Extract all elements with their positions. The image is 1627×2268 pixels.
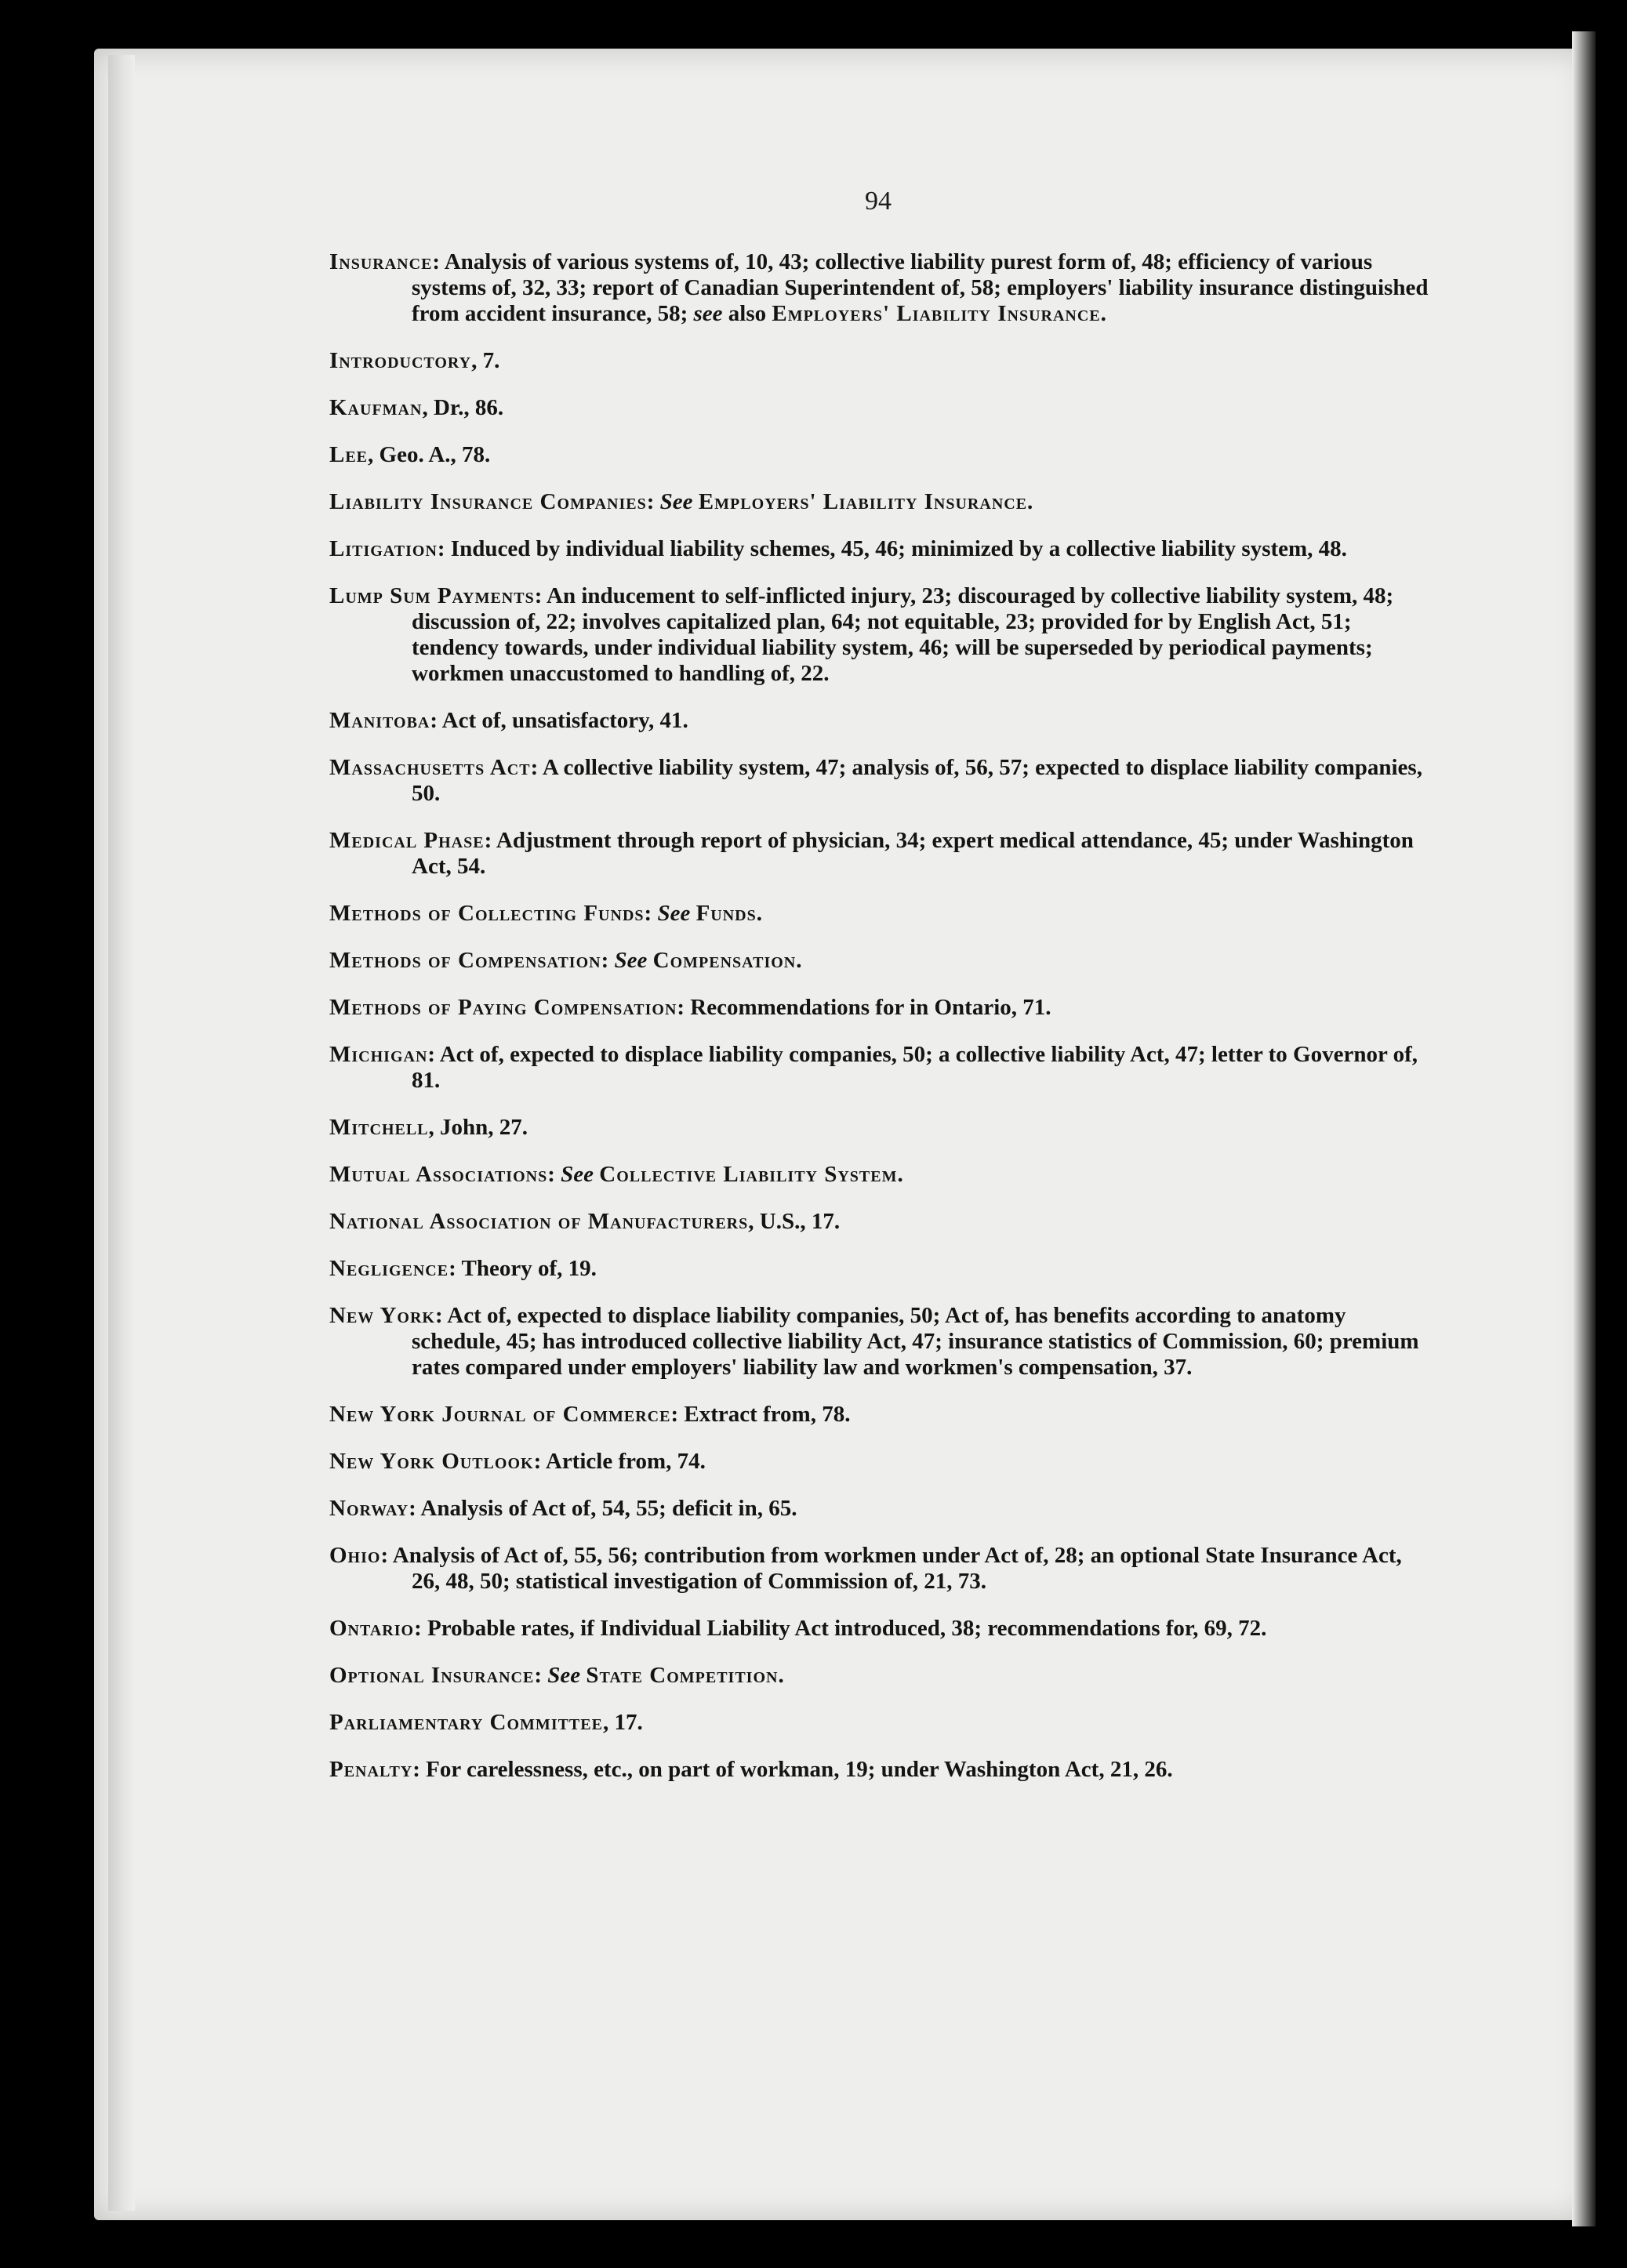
entry-text: : Induced by individual liability schemes, 45, 46; minimized by a collective liability system, 48. — [437, 536, 1347, 561]
index-entry — [329, 1663, 1435, 1689]
entry-text: : Article from, 74. — [533, 1449, 706, 1474]
entry-heading: Litigation — [329, 536, 438, 561]
entry-heading: National Association of Manufacturers — [329, 1209, 749, 1234]
entry-text: : Analysis of Act of, 54, 55; deficit in, 65. — [409, 1496, 797, 1521]
entry-xref-target: Employers' Liability Insurance. — [772, 301, 1107, 326]
index-entry — [329, 1543, 1435, 1595]
index-entry — [329, 1303, 1435, 1381]
entry-connector: also — [722, 301, 772, 326]
entry-text: , Dr., 86. — [422, 395, 504, 420]
entry-text: , 7. — [471, 348, 500, 373]
index-entry — [329, 1757, 1435, 1783]
entry-xref-target: Funds. — [695, 901, 763, 926]
page-number: 94 — [865, 187, 892, 216]
entry-connector — [690, 901, 695, 926]
index-entry — [329, 948, 1435, 974]
entry-text: : — [601, 948, 615, 973]
entry-text: , John, 27. — [428, 1115, 528, 1140]
entry-xref-target: State Competition. — [586, 1663, 785, 1688]
entry-heading: Lee — [329, 442, 369, 467]
index-entry — [329, 828, 1435, 880]
entry-text: : Analysis of Act of, 55, 56; contribution from workmen under Act of, 28; an optional State Insurance Act, 26, 48, 50; statistical investigation of Commission of, 21, 73. — [380, 1543, 1402, 1594]
entry-text: : Act of, expected to displace liability companies, 50; Act of, has benefits according to anatomy schedule, 45; has introduced collective liability Act, 47; insurance statistics of Commission, 60; premium rates compared under employers' liability law and workmen's compensation, 37. — [412, 1303, 1419, 1380]
entry-heading: Mitchell — [329, 1115, 429, 1140]
entry-text: : — [646, 489, 660, 514]
entry-heading: Negligence — [329, 1256, 449, 1281]
entry-xref: See — [614, 948, 648, 973]
entry-heading: Massachusetts Act — [329, 755, 531, 780]
entry-text: : Theory of, 19. — [449, 1256, 597, 1281]
entry-heading: Mutual Associations — [329, 1162, 548, 1187]
entry-text: : For carelessness, etc., on part of workman, 19; under Washington Act, 21, 26. — [412, 1757, 1173, 1782]
entry-heading: Manitoba — [329, 708, 430, 733]
index-entry — [329, 1616, 1435, 1642]
entry-heading: Lump Sum Payments — [329, 583, 535, 608]
entry-xref: See — [561, 1162, 594, 1187]
index-entry — [329, 1449, 1435, 1475]
index-entry — [329, 755, 1435, 807]
index-entry — [329, 708, 1435, 734]
entry-xref-target: Collective Liability System. — [599, 1162, 904, 1187]
entry-text: : Adjustment through report of physician, 34; expert medical attendance, 45; under Washington Act, 54. — [412, 828, 1414, 879]
index-entry — [329, 489, 1435, 515]
entry-heading: Liability Insurance Companies — [329, 489, 647, 514]
entry-text: : A collective liability system, 47; analysis of, 56, 57; expected to displace liability companies, 50. — [412, 755, 1422, 806]
index-entry — [329, 249, 1435, 327]
entry-text: : Act of, unsatisfactory, 41. — [430, 708, 688, 733]
entry-heading: New York Journal of Commerce — [329, 1402, 671, 1427]
entry-heading: New York Outlook — [329, 1449, 534, 1474]
index-entry — [329, 1496, 1435, 1522]
page-binding-edge — [108, 55, 135, 2211]
entry-heading: Methods of Compensation — [329, 948, 601, 973]
index-entry — [329, 1042, 1435, 1094]
entry-heading: Optional Insurance — [329, 1663, 535, 1688]
entry-xref-target: Employers' Liability Insurance. — [698, 489, 1034, 514]
page-right-edge — [1572, 31, 1596, 2226]
entry-text: , 17. — [602, 1710, 643, 1735]
entry-xref: See — [657, 901, 691, 926]
entry-heading: Penalty — [329, 1757, 413, 1782]
entry-heading: Kaufman — [329, 395, 423, 420]
index-entry — [329, 1209, 1435, 1235]
index-entry — [329, 1162, 1435, 1188]
entry-heading: Ontario — [329, 1616, 415, 1641]
index-entry — [329, 995, 1435, 1021]
entry-heading: Parliamentary Committee — [329, 1710, 603, 1735]
index-entry — [329, 901, 1435, 927]
entry-text: : Probable rates, if Individual Liability Act introduced, 38; recommendations for, 69, 72. — [414, 1616, 1267, 1641]
entry-text: : Recommendations for in Ontario, 71. — [677, 995, 1051, 1020]
entry-connector — [693, 489, 699, 514]
index-entry — [329, 348, 1435, 374]
entry-xref: see — [693, 301, 723, 326]
entry-heading: Introductory — [329, 348, 472, 373]
entry-text: : — [534, 1663, 548, 1688]
entry-heading: Norway — [329, 1496, 409, 1521]
index-entry — [329, 442, 1435, 468]
entry-heading: Michigan — [329, 1042, 428, 1067]
index-entry — [329, 1710, 1435, 1736]
entry-heading: Medical Phase — [329, 828, 485, 853]
entry-heading: Methods of Paying Compensation — [329, 995, 677, 1020]
entry-heading: New York — [329, 1303, 435, 1328]
entry-text: , Geo. A., 78. — [368, 442, 491, 467]
entry-xref: See — [659, 489, 693, 514]
entry-xref-target: Compensation. — [652, 948, 803, 973]
entry-text: : Extract from, 78. — [670, 1402, 851, 1427]
index-entry — [329, 1402, 1435, 1428]
index-entry — [329, 1115, 1435, 1141]
index-list — [329, 249, 1435, 1804]
index-entry — [329, 1256, 1435, 1282]
entry-connector — [647, 948, 652, 973]
entry-text: , U.S., 17. — [748, 1209, 841, 1234]
index-entry — [329, 536, 1435, 562]
entry-text: : Act of, expected to displace liability companies, 50; a collective liability Act, 47; letter to Governor of, 81. — [412, 1042, 1418, 1093]
index-entry — [329, 395, 1435, 421]
entry-heading: Ohio — [329, 1543, 381, 1568]
entry-text: : — [644, 901, 658, 926]
entry-heading: Methods of Collecting Funds — [329, 901, 645, 926]
index-entry — [329, 583, 1435, 687]
entry-text: : Analysis of various systems of, 10, 43; collective liability purest form of, 48; efficiency of various systems of, 32, 33; report of Canadian Superintendent of, 58; employers' liability insurance distinguished from accident insurance, 58; — [412, 249, 1429, 326]
entry-xref: See — [547, 1663, 581, 1688]
entry-text: : An inducement to self-inflicted injury, 23; discouraged by collective liability system, 48; discussion of, 22; involves capitalized plan, 64; not equitable, 23; provided for by English Act, 51; tendency towards, under individual liability system, 46; will be superseded by periodical payments; workmen unaccustomed to handling of, 22. — [412, 583, 1394, 686]
entry-text: : — [547, 1162, 561, 1187]
entry-heading: Insurance — [329, 249, 433, 274]
